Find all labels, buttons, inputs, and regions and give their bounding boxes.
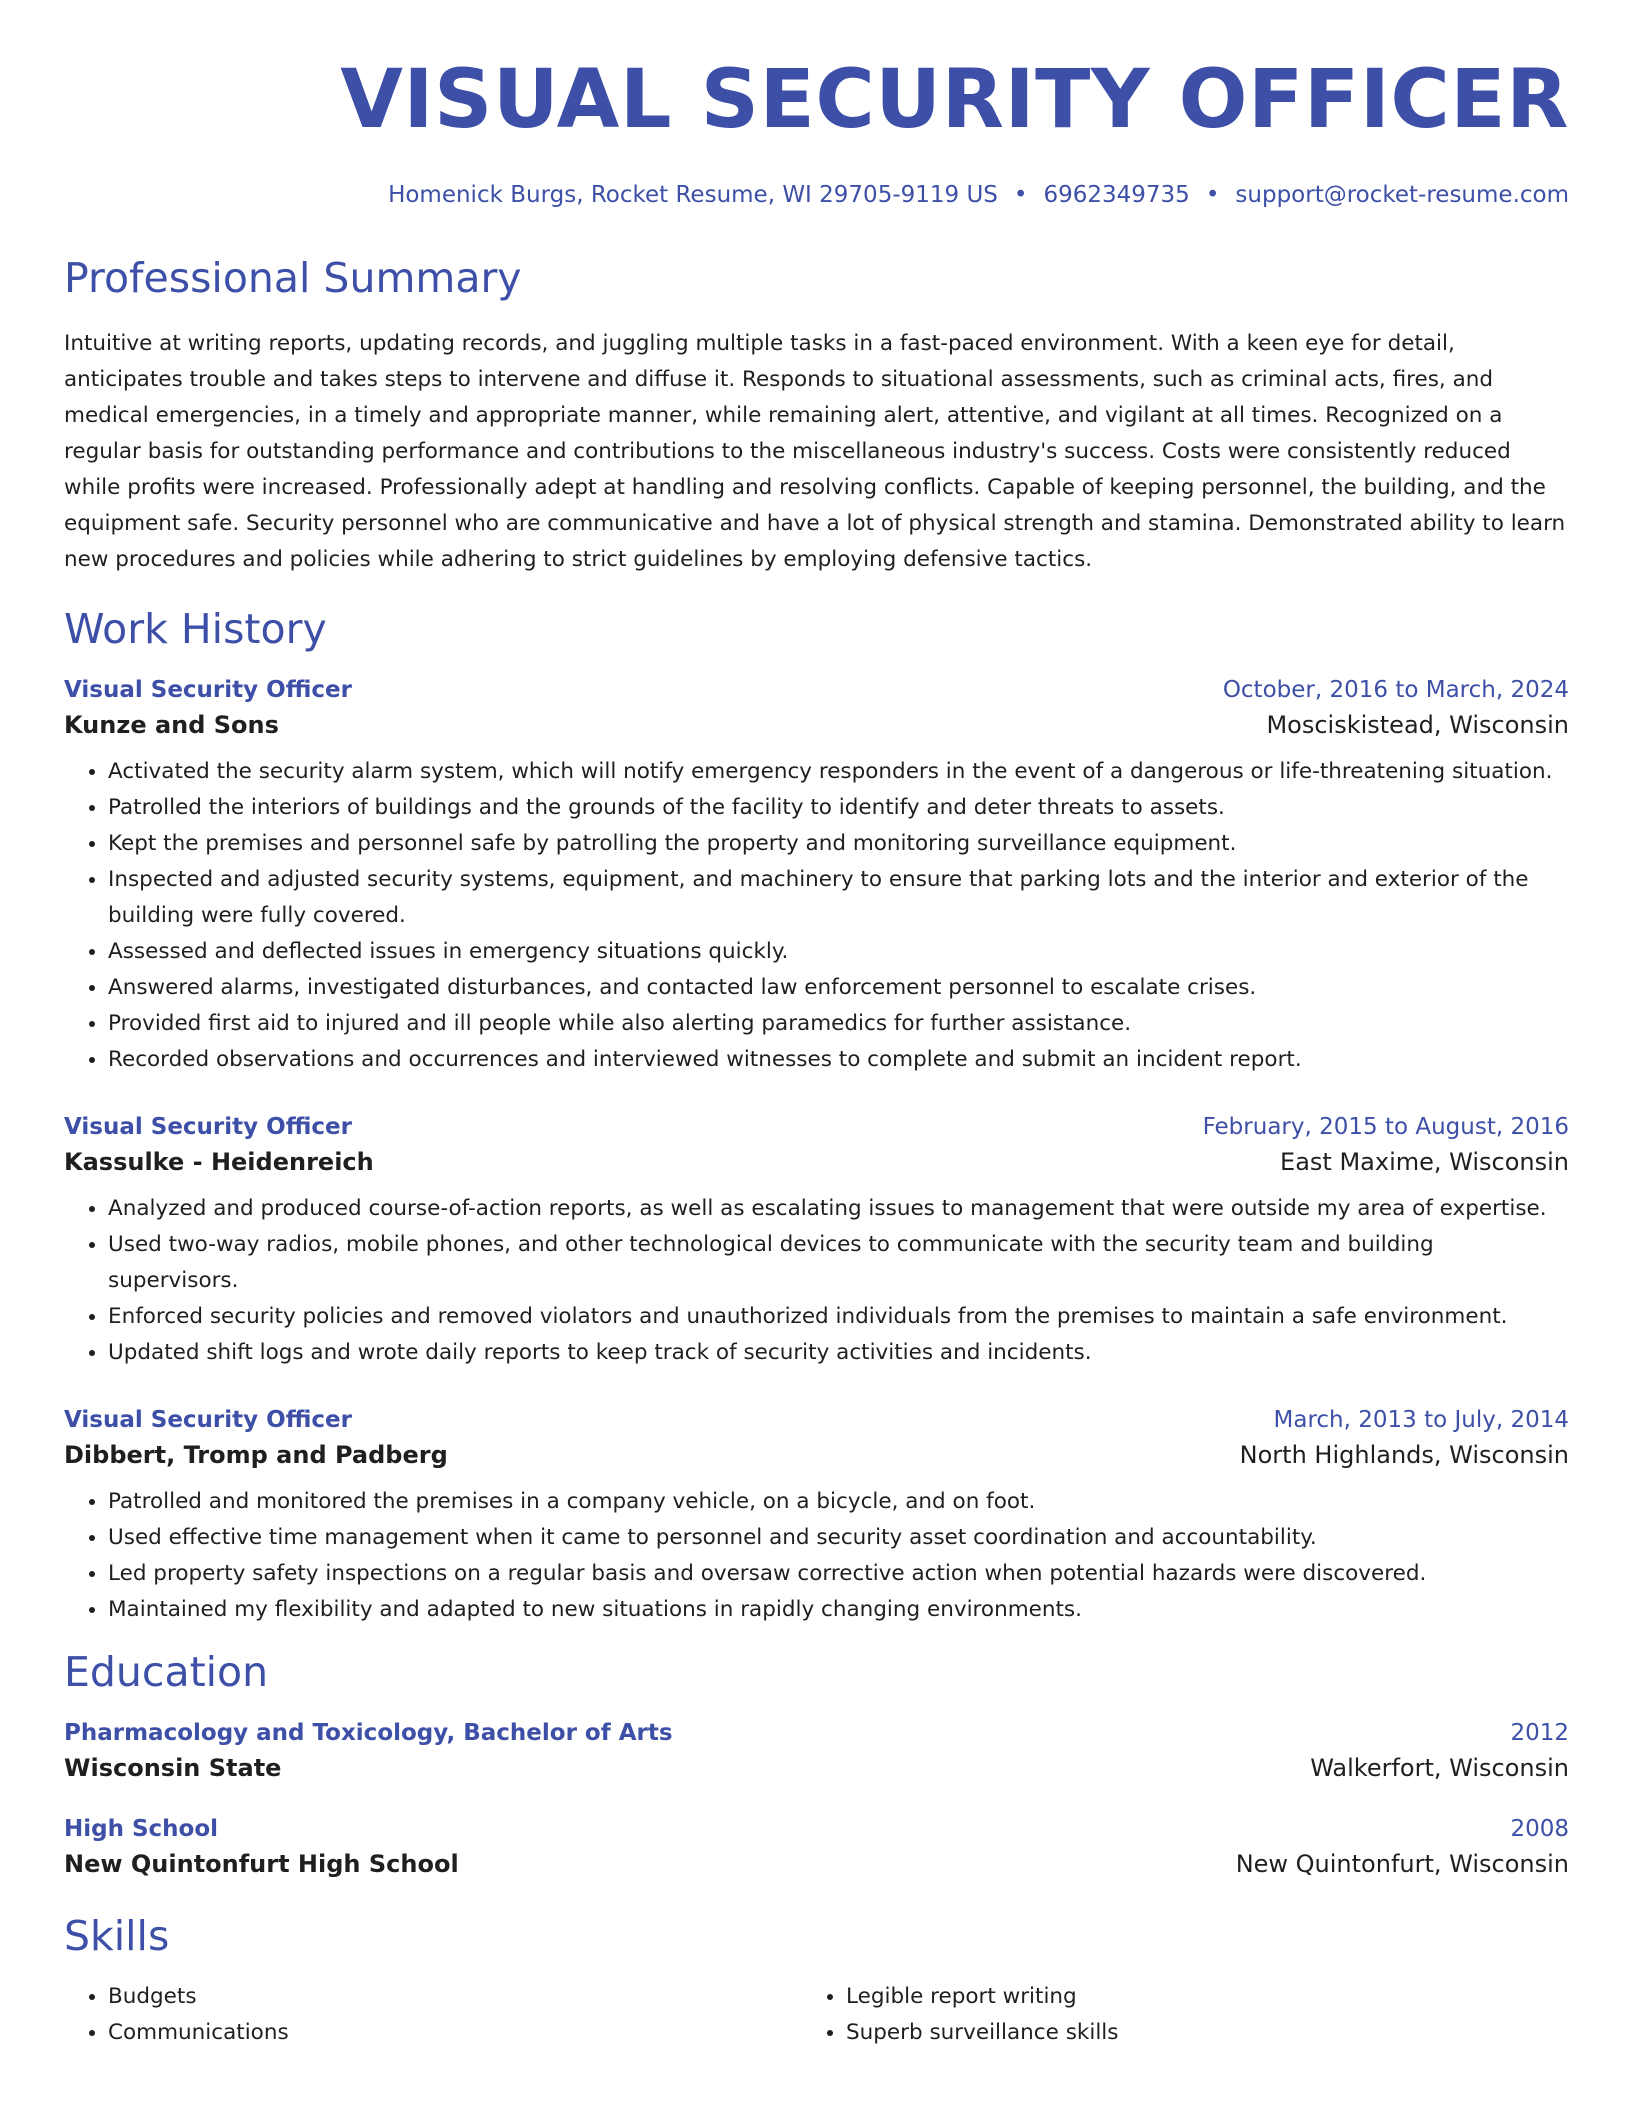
job-location: Mosciskistead, Wisconsin bbox=[1266, 711, 1569, 740]
skills-column-left bbox=[64, 1979, 802, 2051]
list-item: • Assessed and deflected issues in emergency situations quickly. bbox=[108, 934, 1569, 970]
list-item: • Patrolled and monitored the premises in a company vehicle, on a bicycle, and on foot. bbox=[108, 1484, 1569, 1520]
list-item: • Kept the premises and personnel safe by patrolling the property and monitoring surveillance equipment. bbox=[108, 826, 1569, 862]
list-item: • Led property safety inspections on a regular basis and oversaw corrective action when potential hazards were discovered. bbox=[108, 1556, 1569, 1592]
job-bullets bbox=[64, 1484, 1569, 1628]
education-header bbox=[64, 1816, 1569, 1842]
school-name: New Quintonfurt High School bbox=[64, 1850, 459, 1879]
job-dates: October, 2016 to March, 2024 bbox=[1222, 677, 1569, 704]
job-company: Dibbert, Tromp and Padberg bbox=[64, 1441, 448, 1470]
degree: Pharmacology and Toxicology, Bachelor of Arts bbox=[64, 1720, 673, 1747]
skill-item: • Communications bbox=[108, 2015, 802, 2051]
list-item: • Patrolled the interiors of buildings and the grounds of the facility to identify and deter threats to assets. bbox=[108, 790, 1569, 826]
section-title-summary: Professional Summary bbox=[64, 254, 522, 302]
school-location: Walkerfort, Wisconsin bbox=[1310, 1754, 1569, 1783]
section-title-work-history: Work History bbox=[64, 605, 327, 654]
graduation-year: 2012 bbox=[1510, 1720, 1569, 1747]
list-item: • Activated the security alarm system, which will notify emergency responders in the event of a dangerous or life-threatening situation. bbox=[108, 754, 1569, 790]
job-org-row bbox=[64, 711, 1569, 739]
education-school-row bbox=[64, 1754, 1569, 1782]
list-item: • Provided first aid to injured and ill people while also alerting paramedics for further assistance. bbox=[108, 1006, 1569, 1042]
address: Homenick Burgs, Rocket Resume, WI 29705-9119 US bbox=[388, 182, 998, 208]
list-item: • Analyzed and produced course-of-action reports, as well as escalating issues to management that were outside my area of expertise. bbox=[108, 1191, 1569, 1227]
list-item: • Answered alarms, investigated disturbances, and contacted law enforcement personnel to escalate crises. bbox=[108, 970, 1569, 1006]
contact-line bbox=[64, 182, 1569, 208]
school-location: New Quintonfurt, Wisconsin bbox=[1235, 1850, 1569, 1879]
job-location: East Maxime, Wisconsin bbox=[1280, 1148, 1569, 1177]
separator-bullet: • bbox=[1013, 182, 1028, 208]
list-item: • Enforced security policies and removed violators and unauthorized individuals from the premises to maintain a safe environment. bbox=[108, 1299, 1569, 1335]
job-entry bbox=[64, 1114, 1569, 1371]
list-item: • Used effective time management when it came to personnel and security asset coordination and accountability. bbox=[108, 1520, 1569, 1556]
job-role: Visual Security Officer bbox=[64, 677, 352, 704]
job-org-row bbox=[64, 1441, 1569, 1469]
list-item: • Used two-way radios, mobile phones, and other technological devices to communicate with the security team and building supervisors. bbox=[108, 1227, 1569, 1299]
school-name: Wisconsin State bbox=[64, 1754, 282, 1783]
separator-bullet: • bbox=[1205, 182, 1220, 208]
job-dates: March, 2013 to July, 2014 bbox=[1273, 1407, 1569, 1434]
skill-item: • Budgets bbox=[108, 1979, 802, 2015]
list-item: • Maintained my flexibility and adapted to new situations in rapidly changing environments. bbox=[108, 1592, 1569, 1628]
summary-text: Intuitive at writing reports, updating records, and juggling multiple tasks in a fast-paced environment. With a keen eye for detail, anticipates trouble and takes steps to intervene and diffuse it. Responds to situational assessments, such as criminal acts, fires, and medical emergencies, in a timely and appropriate manner, while remaining alert, attentive, and vigilant at all times. Recognized on a regular basis for outstanding performance and contributions to the miscellaneous industry's success. Costs were consistently reduced while profits were increased. Professionally adept at handling and resolving conflicts. Capable of keeping personnel, the building, and the equipment safe. Security personnel who are communicative and have a lot of physical strength and stamina. Demonstrated ability to learn new procedures and policies while adhering to strict guidelines by employing defensive tactics. bbox=[64, 331, 1566, 573]
list-item: • Recorded observations and occurrences and interviewed witnesses to complete and submit an incident report. bbox=[108, 1042, 1569, 1078]
skills-list bbox=[64, 1979, 1569, 2051]
email-link[interactable]: support@rocket-resume.com bbox=[1235, 182, 1569, 208]
job-company: Kunze and Sons bbox=[64, 711, 279, 740]
job-role: Visual Security Officer bbox=[64, 1407, 352, 1434]
job-bullets bbox=[64, 754, 1569, 1078]
section-title-education: Education bbox=[64, 1648, 269, 1697]
section-title-skills: Skills bbox=[64, 1912, 170, 1961]
job-bullets bbox=[64, 1191, 1569, 1371]
phone: 6962349735 bbox=[1043, 182, 1190, 208]
skill-item: • Legible report writing bbox=[846, 1979, 1540, 2015]
list-item: • Inspected and adjusted security systems, equipment, and machinery to ensure that parking lots and the interior and exterior of the building were fully covered. bbox=[108, 862, 1569, 934]
job-role: Visual Security Officer bbox=[64, 1114, 352, 1141]
list-item: • Updated shift logs and wrote daily reports to keep track of security activities and incidents. bbox=[108, 1335, 1569, 1371]
education-entry bbox=[64, 1816, 1569, 1878]
education-entry bbox=[64, 1720, 1569, 1782]
job-entry bbox=[64, 677, 1569, 1078]
skills-column-right bbox=[802, 1979, 1540, 2051]
job-entry bbox=[64, 1407, 1569, 1628]
job-header bbox=[64, 1114, 1569, 1140]
job-company: Kassulke - Heidenreich bbox=[64, 1148, 374, 1177]
graduation-year: 2008 bbox=[1510, 1816, 1569, 1843]
education-school-row bbox=[64, 1850, 1569, 1878]
education-header bbox=[64, 1720, 1569, 1746]
job-org-row bbox=[64, 1148, 1569, 1176]
job-header bbox=[64, 677, 1569, 703]
job-header bbox=[64, 1407, 1569, 1433]
candidate-title: VISUAL SECURITY OFFICER bbox=[340, 53, 1569, 147]
skill-item: • Superb surveillance skills bbox=[846, 2015, 1540, 2051]
job-dates: February, 2015 to August, 2016 bbox=[1202, 1114, 1569, 1141]
job-location: North Highlands, Wisconsin bbox=[1239, 1441, 1569, 1470]
degree: High School bbox=[64, 1816, 219, 1843]
